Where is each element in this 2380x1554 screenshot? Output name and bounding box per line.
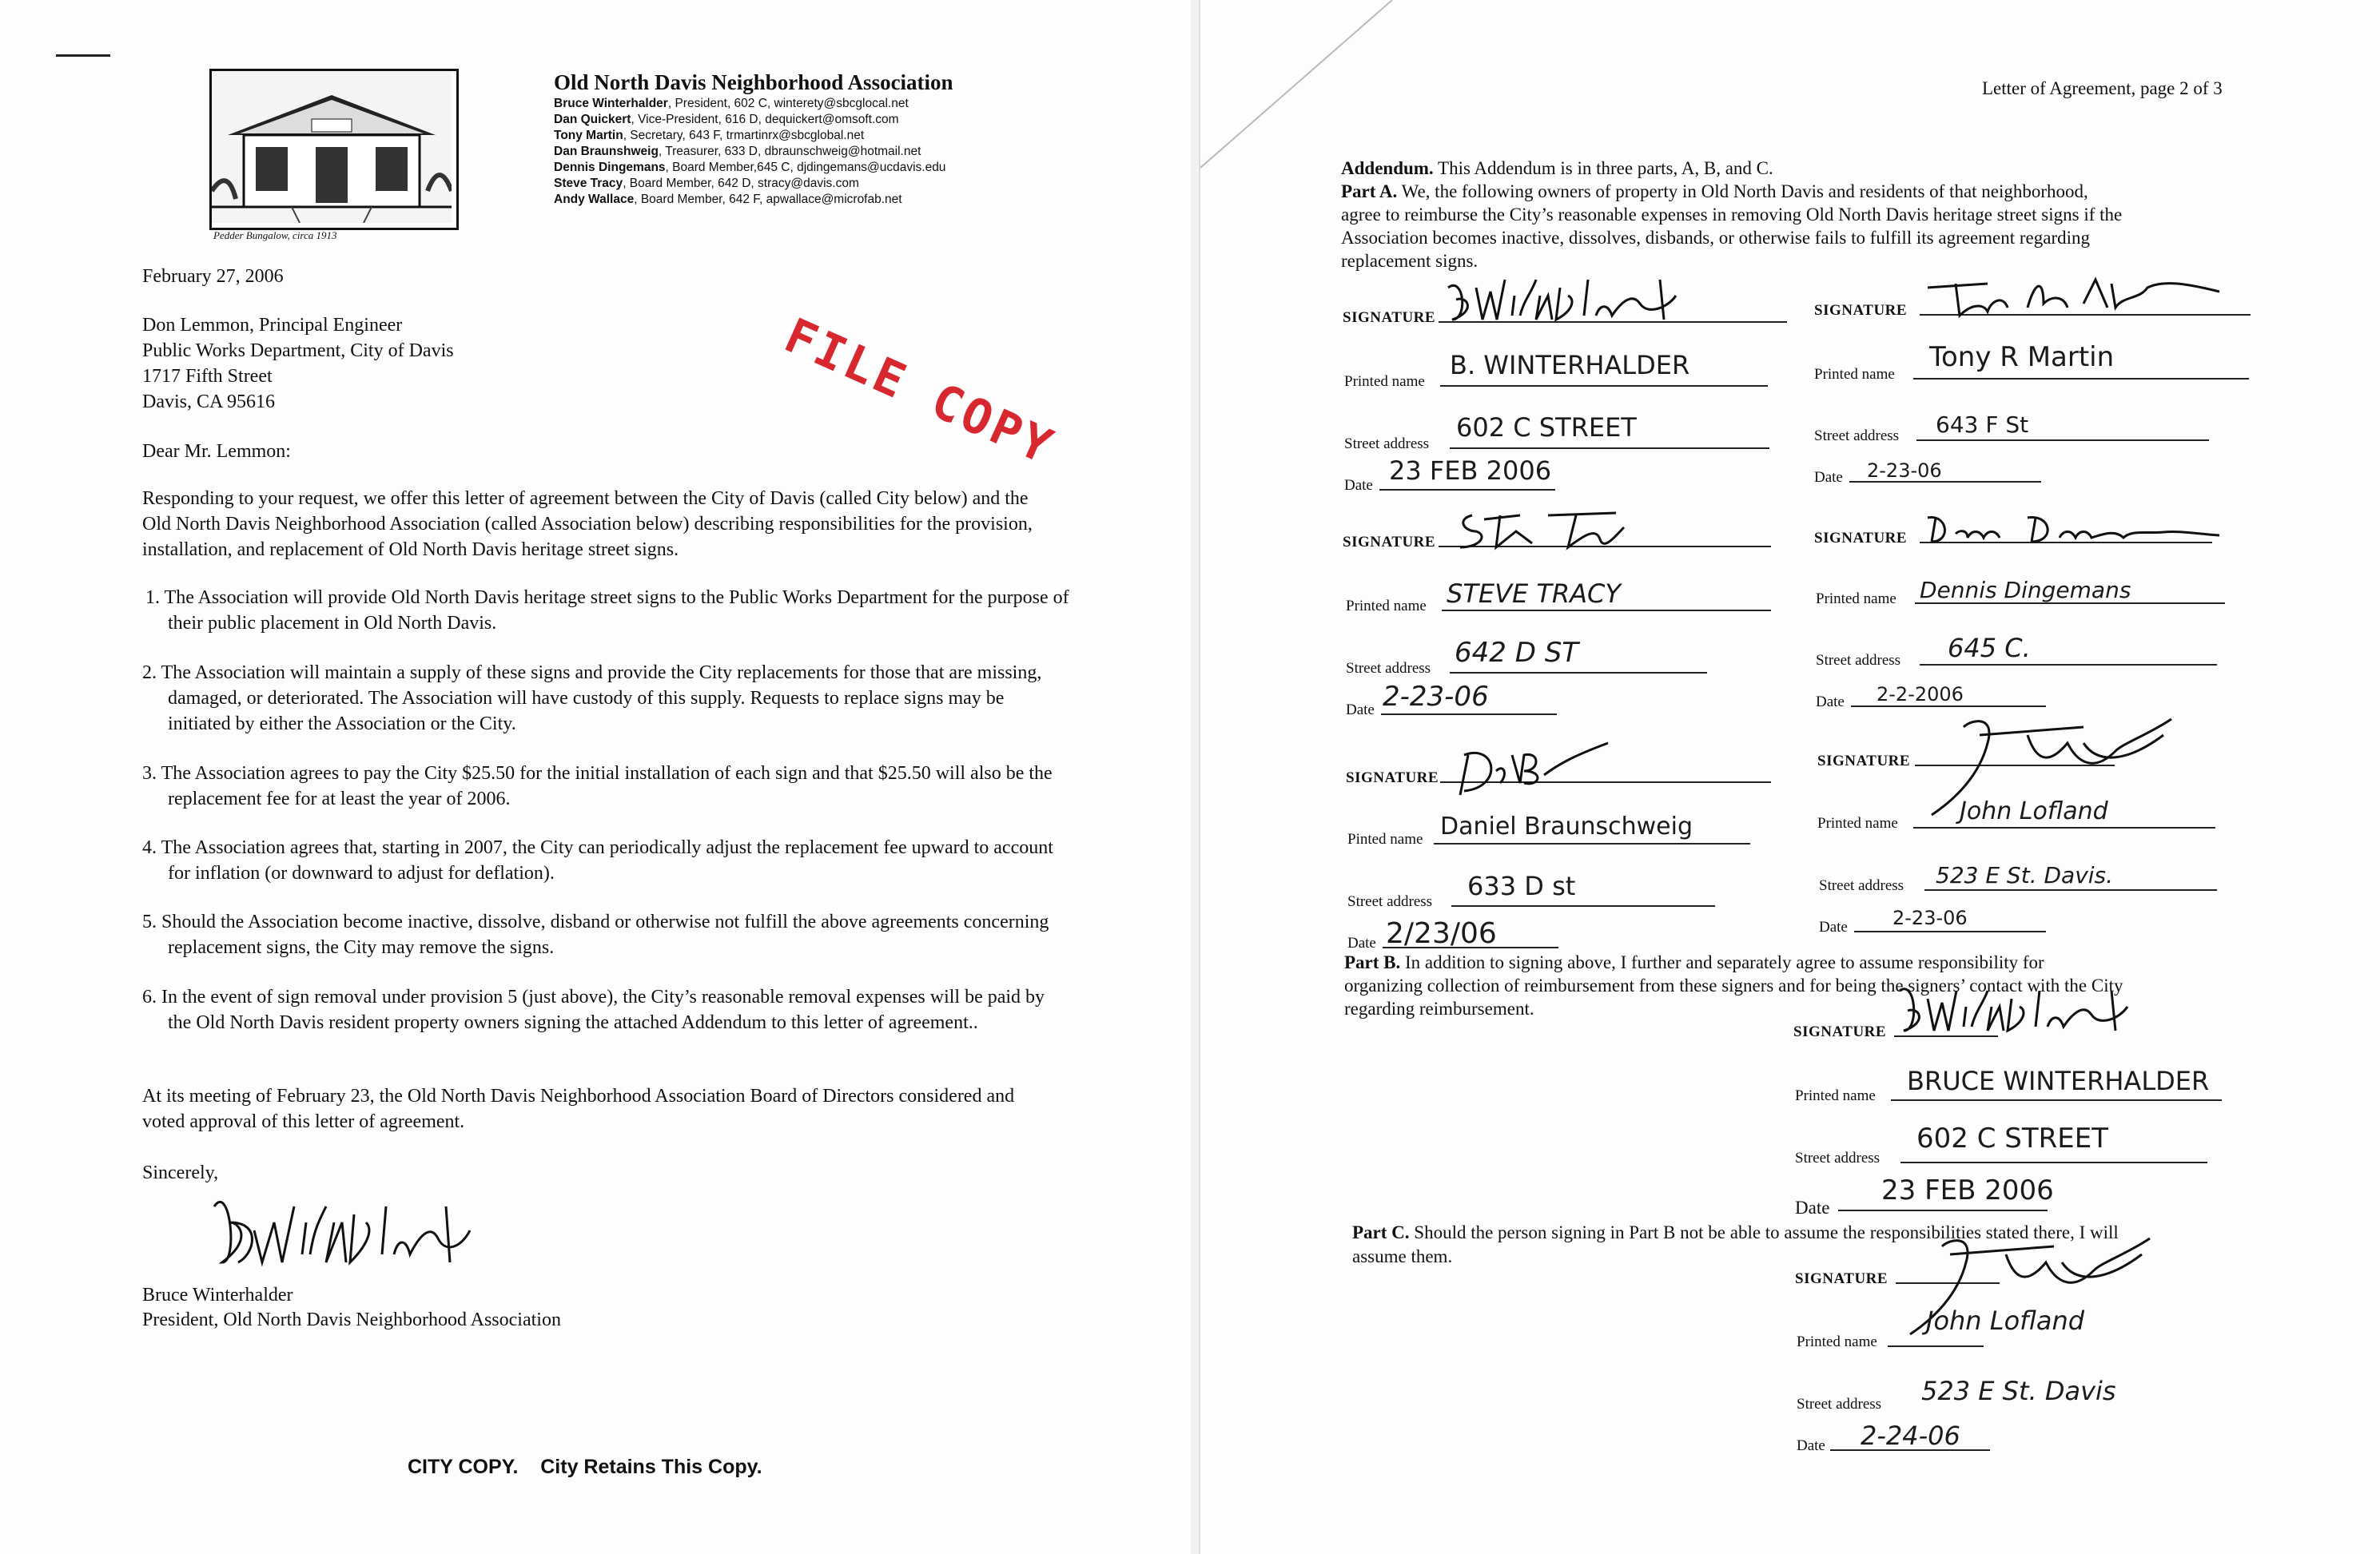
officer-list [554,96,945,208]
date-label: Date [1819,919,1848,936]
printed-name-value: STEVE TRACY [1447,578,1621,609]
street-address-value: 523 E St. Davis. [1936,862,2114,888]
date-value: 23 FEB 2006 [1881,1174,2054,1206]
signature-label: SIGNATURE [1814,530,1908,546]
date-label: Date [1347,935,1376,952]
signature-winterhalder[interactable] [1444,272,1732,332]
city-copy-footer: CITY COPY. City Retains This Copy. [408,1456,762,1478]
officer-line: Dan Braunshweig, Treasurer, 633 D, dbraunschweig@hotmail.net [554,145,921,158]
printed-name-label: Printed name [1344,373,1425,390]
list-item: 4. The Association agrees that, starting in 2007, the City can periodically adjust the replacement fee upward to account for inflation (or downward to adjust for deflation). [142,837,1053,884]
bungalow-illustration [212,71,452,223]
officer-line: Bruce Winterhalder, President, 602 C, winterety@sbcglocal.net [554,97,909,110]
association-logo [209,69,459,241]
list-item: 6. In the event of sign removal under provision 5 (just above), the City’s reasonable removal expenses will be paid by the Old North Davis resident property owners signing the attached Addendum to this letter of agreement.. [142,987,1045,1033]
officer-line: Dennis Dingemans, Board Member,645 C, djdingemans@ucdavis.edu [554,161,946,174]
date-label: Date [1346,701,1375,718]
street-address-line [1450,672,1707,674]
printed-name-value: Dennis Dingemans [1920,577,2131,603]
salutation: Dear Mr. Lemmon: [142,441,291,462]
list-item: 1. The Association will provide Old North Davis heritage street signs to the Public Works Department for the purpose of their public placement in Old North Davis. [145,587,1069,634]
printed-name-label: Printed name [1814,366,1895,383]
street-address-label: Street address [1344,435,1430,452]
street-address-value: 633 D st [1467,871,1576,901]
list-item: 3. The Association agrees to pay the City $25.50 for the initial installation of each sign and that $25.50 will also be the replacement fee for at least the year of 2006. [142,763,1053,809]
printed-name-line [1913,378,2249,380]
part-b-text: Part B. In addition to signing above, I further and separately agree to assume responsibility for organizing collection of reimbursement from these signers and for being the signers’ contact with the City regarding reimbursement. [1344,952,2123,1019]
printed-name-label: Printed name [1816,590,1896,607]
street-address-label: Street address [1816,652,1901,669]
signature-tracy[interactable] [1456,503,1632,551]
signature-label: SIGNATURE [1814,302,1908,319]
signature-label: SIGNATURE [1795,1270,1888,1287]
street-address-label: Street address [1797,1396,1882,1413]
printed-name-label: Printed name [1797,1333,1877,1350]
recipient-address: Don Lemmon, Principal Engineer Public Works Department, City of Davis 1717 Fifth Street Davis, CA 95616 [142,315,454,412]
officer-line: Tony Martin, Secretary, 643 F, trmartinrx@sbcglobal.net [554,129,865,142]
part-c-text: Part C. Should the person signing in Part B not be able to assume the responsibilities stated there, I will assume them. [1352,1222,2119,1266]
printed-name-line [1440,385,1768,387]
list-item: 5. Should the Association become inactive, dissolve, disband or otherwise not fulfill the above agreements concerning replacement signs, the City may remove the signs. [142,912,1049,958]
printed-name-label: Printed name [1817,815,1898,832]
printed-name-value: BRUCE WINTERHALDER [1907,1066,2210,1096]
street-address-value: 602 C STREET [1456,412,1637,443]
signature-martin[interactable] [1924,272,2227,320]
signer-name: Bruce Winterhalder [142,1285,293,1306]
street-address-label: Street address [1347,893,1433,910]
signer-title: President, Old North Davis Neighborhood Association [142,1310,561,1330]
officer-line: Andy Wallace, Board Member, 642 F, apwallace@microfab.net [554,193,902,206]
street-address-label: Street address [1795,1150,1881,1166]
signature-winterhalder-part-b[interactable] [1896,975,2199,1047]
street-address-line [1924,889,2217,891]
printed-name-label: Printed name [1795,1087,1876,1104]
date-label: Date [1344,477,1373,494]
signature-label: SIGNATURE [1793,1023,1887,1040]
pinted-name-label: Pinted name [1347,831,1423,848]
date-line [1851,705,2046,707]
addendum-text: Addendum. This Addendum is in three parts, A, B, and C. Part A. We, the following owners of property in Old North Davis and residents of that neighborhood, agree to reimburse the City’s reasonable expenses in removing Old North Davis heritage street signs if the Association becomes inactive, dissolves, disbands, or otherwise fails to fulfill its agreement regarding replacement signs. [1341,158,2123,271]
printed-name-label: Printed name [1346,598,1427,614]
street-address-value: 602 C STREET [1916,1123,2108,1155]
printed-name-line [1913,827,2215,829]
street-address-label: Street address [1346,660,1431,677]
pen-mark [56,54,110,57]
street-address-line [1916,439,2209,441]
date-value: 2/23/06 [1386,917,1497,950]
signature-braunschweig[interactable] [1448,739,1640,803]
signature-label: SIGNATURE [1343,309,1436,326]
street-address-value: 642 D ST [1455,637,1579,669]
printed-name-value: Daniel Braunschweig [1440,813,1693,841]
closing-paragraph: At its meeting of February 23, the Old North Davis Neighborhood Association Board of Directors considered and voted approval of this letter of agreement. [142,1086,1015,1132]
page-fold-mark [1200,0,1408,176]
street-address-value: 643 F St [1936,411,2029,438]
letter-date: February 27, 2006 [142,266,284,287]
date-value: 2-23-06 [1383,681,1489,713]
signature-winterhalder [206,1174,494,1278]
street-address-label: Street address [1819,877,1904,894]
date-value: 2-23-06 [1892,907,1968,929]
file-copy-stamp: FILE COPY [776,308,1063,476]
printed-name-value: B. WINTERHALDER [1450,350,1690,380]
letter-page-2 [1199,0,2380,1554]
signature-label: SIGNATURE [1817,753,1911,769]
street-address-label: Street address [1814,427,1900,444]
date-line [1379,489,1555,491]
street-address-line [1900,1162,2207,1163]
printed-name-value: John Lofland [1926,1306,2085,1336]
printed-name-line [1891,1099,2222,1101]
printed-name-value: John Lofland [1960,797,2108,825]
date-label: Date [1797,1437,1825,1454]
printed-name-line [1442,610,1771,611]
officer-line: Dan Quickert, Vice-President, 616 D, dequickert@omsoft.com [554,113,899,126]
date-line [1838,1210,2048,1211]
date-value: 2-24-06 [1861,1421,1960,1451]
date-label: Date [1814,469,1843,486]
signature-label: SIGNATURE [1346,769,1439,786]
date-label: Date [1816,694,1845,710]
date-value: 2-2-2006 [1877,683,1964,705]
printed-name-line [1434,843,1750,845]
signature-label: SIGNATURE [1343,534,1436,550]
date-line [1381,713,1557,715]
date-value: 23 FEB 2006 [1389,455,1552,486]
logo-caption: Pedder Bungalow, circa 1913 [213,229,337,241]
intro-paragraph: Responding to your request, we offer this letter of agreement between the City of Davis (called City below) and the Old North Davis Neighborhood Association (called Association below) describing responsibilities for the provision, installation, and replacement of Old North Davis heritage street signs. [142,488,1033,560]
printed-name-line [1888,1345,1984,1347]
street-address-value: 523 E St. Davis [1921,1376,2116,1406]
sincerely: Sincerely, [142,1163,219,1183]
street-address-value: 645 C. [1948,633,2031,663]
date-label: Date [1795,1198,1830,1218]
officer-line: Steve Tracy, Board Member, 642 D, stracy@davis.com [554,177,859,190]
page-header: Letter of Agreement, page 2 of 3 [1982,78,2223,98]
date-value: 2-23-06 [1867,459,1942,482]
street-address-line [1450,447,1769,449]
date-line [1854,931,2046,932]
street-address-line [1920,664,2217,666]
association-name: Old North Davis Neighborhood Association [554,70,953,94]
list-item: 2. The Association will maintain a supply of these signs and provide the City replacements for those that are missing, damaged, or deteriorated. The Association will have custody of this supply. Requests to replace signs may be initiated by either the Association or the City. [142,662,1042,734]
printed-name-value: Tony R Martin [1929,341,2115,373]
signature-dingemans[interactable] [1924,510,2227,550]
street-address-line [1451,905,1715,907]
